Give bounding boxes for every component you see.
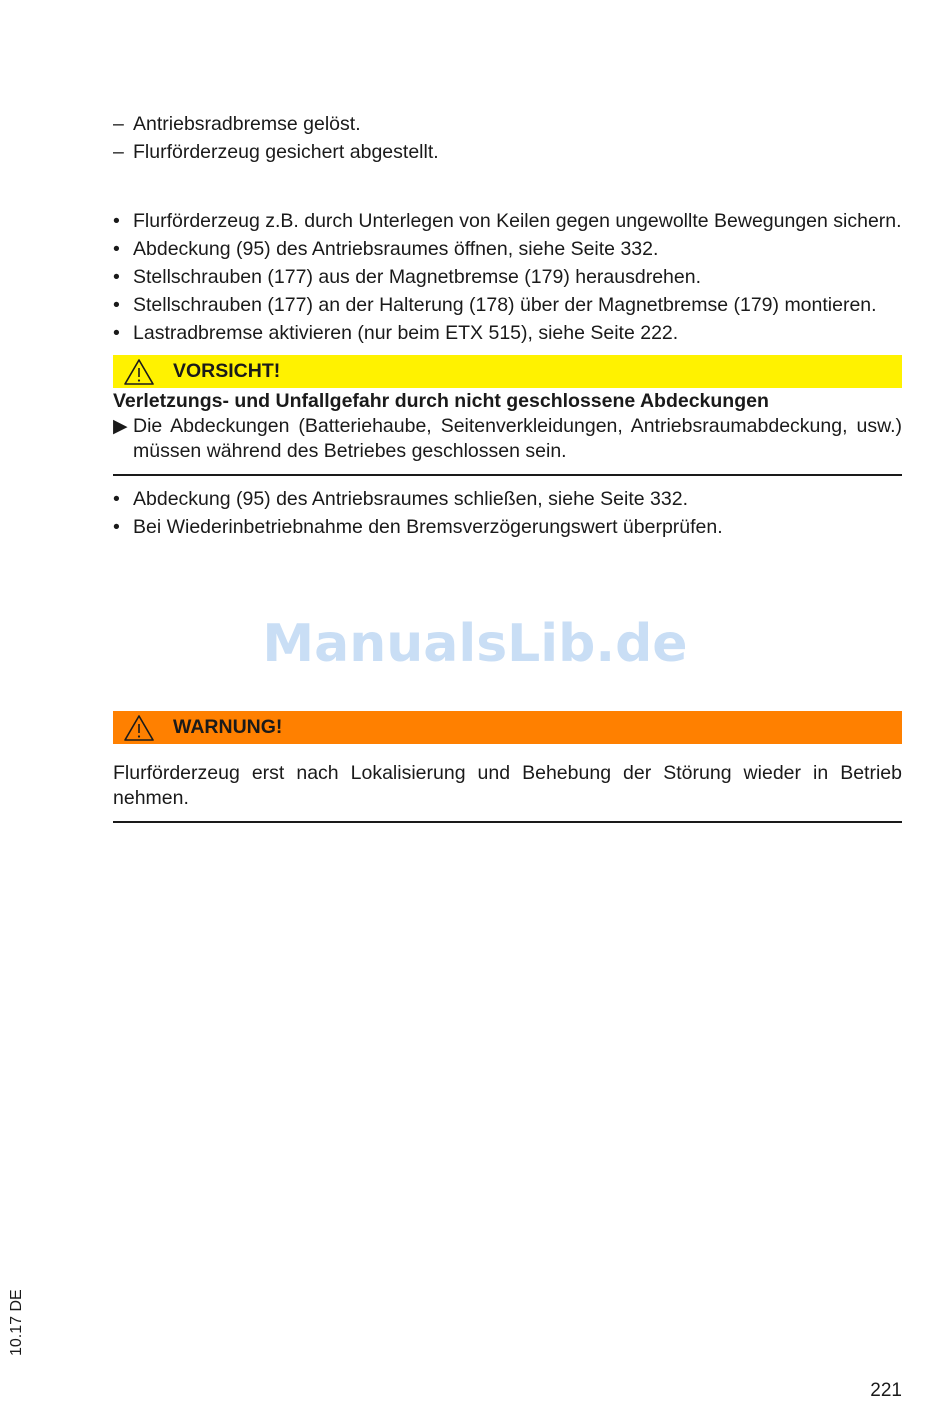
bullet-marker: •: [113, 516, 120, 538]
step-list-2: [113, 487, 902, 540]
caution-item: ▶ Die Abdeckungen (Batteriehaube, Seitenverkleidungen, Antriebsraumabdeckung, usw.) müssen während des Betriebes geschlossen sein.: [113, 415, 902, 462]
list-item: • Flurförderzeug z.B. durch Unterlegen von Keilen gegen ungewollte Bewegungen sichern.: [113, 210, 902, 232]
list-item: • Abdeckung (95) des Antriebsraumes öffnen, siehe Seite 332.: [113, 238, 659, 260]
list-item: – Antriebsradbremse gelöst.: [113, 113, 361, 135]
caution-heading: Verletzungs- und Unfallgefahr durch nicht geschlossene Abdeckungen: [113, 390, 769, 412]
warning-text: Flurförderzeug erst nach Lokalisierung und Behebung der Störung wieder in Betrieb nehmen.: [113, 762, 902, 809]
bullet-marker: •: [113, 488, 120, 510]
caution-divider: [113, 474, 902, 476]
edition-label: 10.17 DE: [8, 1289, 25, 1356]
warning-section: [113, 702, 902, 823]
bullet-marker: •: [113, 210, 120, 232]
bullet-marker: •: [113, 322, 120, 344]
list-item: • Abdeckung (95) des Antriebsraumes schließen, siehe Seite 332.: [113, 488, 688, 510]
list-item: • Stellschrauben (177) an der Halterung (178) über der Magnetbremse (179) montieren.: [113, 294, 877, 316]
list-item: • Lastradbremse aktivieren (nur beim ETX 515), siehe Seite 222.: [113, 322, 679, 344]
warning-label: WARNUNG!: [173, 716, 283, 738]
watermark: ManualsLib.de: [262, 614, 688, 674]
arrow-right-icon: ▶: [113, 416, 128, 437]
list-item: • Stellschrauben (177) aus der Magnetbremse (179) herausdrehen.: [113, 266, 701, 288]
list-item: – Flurförderzeug gesichert abgestellt.: [113, 141, 439, 163]
list-item: • Bei Wiederinbetriebnahme den Bremsverzögerungswert überprüfen.: [113, 516, 723, 538]
warning-triangle-icon: [119, 355, 159, 388]
step-list: [113, 209, 902, 346]
dash-marker: –: [113, 113, 124, 135]
dash-marker: –: [113, 141, 124, 163]
caution-label: VORSICHT!: [173, 360, 281, 382]
warning-triangle-icon: [119, 711, 159, 744]
warning-banner: [113, 711, 902, 744]
bullet-marker: •: [113, 266, 120, 288]
warning-divider: [113, 821, 902, 823]
page-content: [113, 112, 902, 543]
bullet-marker: •: [113, 294, 120, 316]
caution-banner: [113, 355, 902, 388]
precondition-list: [113, 112, 902, 165]
bullet-marker: •: [113, 238, 120, 260]
page-number: 221: [870, 1380, 902, 1401]
